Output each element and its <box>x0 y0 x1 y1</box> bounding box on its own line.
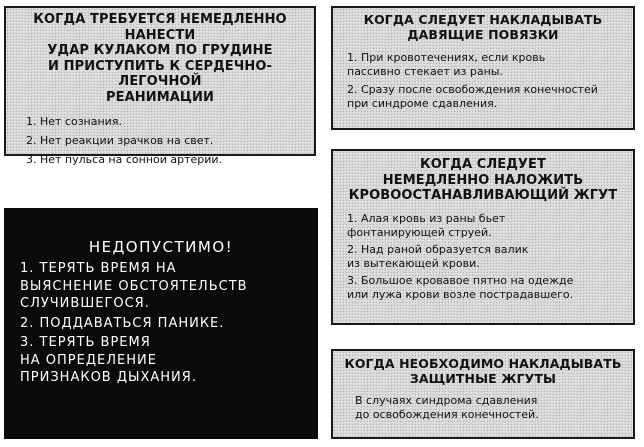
tourniquet-title: КОГДА СЛЕДУЕТ НЕМЕДЛЕННО НАЛОЖИТЬ КРОВООСТАНАВЛИВАЮЩИЙ ЖГУТ <box>348 157 618 203</box>
list-item: 3. Нет пульса на сонной артерии. <box>26 153 223 166</box>
list-item: 1. При кровотечениях, если кровь пассивно стекает из раны. <box>347 51 546 78</box>
list-item: 3. ТЕРЯТЬ ВРЕМЯ НА ОПРЕДЕЛЕНИЕ ПРИЗНАКОВ ДЫХАНИЯ. <box>20 335 197 385</box>
cardiac-resuscitation-list <box>26 115 308 167</box>
tourniquet-list <box>347 212 625 302</box>
forbidden-list <box>20 260 302 387</box>
list-item: 1. Алая кровь из раны бьет фонтанирующей струей. <box>347 211 506 239</box>
list-item: 3. Большое кровавое пятно на одежде или лужа крови возле пострадавшего. <box>347 273 574 301</box>
list-item: 1. Нет сознания. <box>26 115 122 128</box>
cardiac-resuscitation-title: КОГДА ТРЕБУЕТСЯ НЕМЕДЛЕННО НАНЕСТИ УДАР КУЛАКОМ ПО ГРУДИНЕ И ПРИСТУПИТЬ К СЕРДЕЧНО-ЛЕГОЧНОЙ РЕАНИМАЦИИ <box>33 12 287 105</box>
list-item: 2. Над раной образуется валик из вытекающей крови. <box>347 242 529 270</box>
pressure-bandage-title: КОГДА СЛЕДУЕТ НАКЛАДЫВАТЬ ДАВЯЩИЕ ПОВЯЗКИ <box>363 12 603 42</box>
list-item: 1. ТЕРЯТЬ ВРЕМЯ НА ВЫЯСНЕНИЕ ОБСТОЯТЕЛЬСТВ СЛУЧИВШЕГОСЯ. <box>20 261 248 311</box>
list-item: 2. Сразу после освобождения конечностей при синдроме сдавления. <box>347 83 598 110</box>
tourniquet-panel <box>331 149 635 325</box>
forbidden-title: НЕДОПУСТИМО! <box>88 238 234 256</box>
protective-tourniquet-title: КОГДА НЕОБХОДИМО НАКЛАДЫВАТЬ ЗАЩИТНЫЕ ЖГУТЫ <box>344 356 622 386</box>
list-item: 2. ПОДДАВАТЬСЯ ПАНИКЕ. <box>20 315 225 331</box>
pressure-bandage-list <box>347 51 625 111</box>
forbidden-panel <box>4 208 318 439</box>
pressure-bandage-panel <box>331 6 635 130</box>
protective-tourniquet-panel <box>331 349 635 439</box>
protective-tourniquet-text: В случаях синдрома сдавления до освобождения конечностей. <box>355 394 539 421</box>
list-item: 2. Нет реакции зрачков на свет. <box>26 134 214 147</box>
cardiac-resuscitation-panel <box>4 6 316 166</box>
